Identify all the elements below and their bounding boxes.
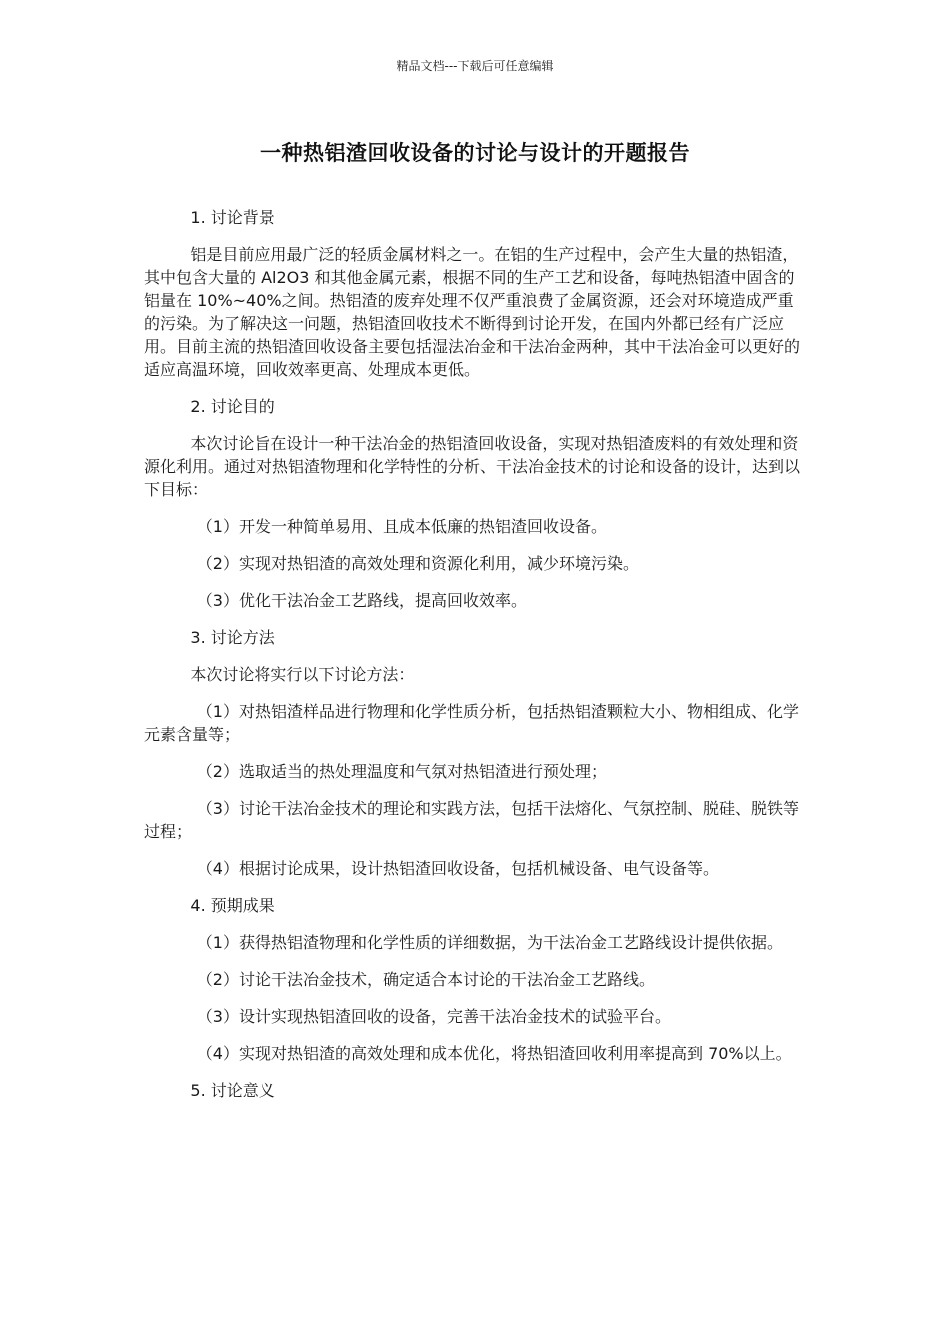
section-heading-purpose: 2. 讨论目的 — [190, 397, 275, 416]
section-heading-results: 4. 预期成果 — [190, 896, 275, 915]
list-item-purpose-2: （2）实现对热铝渣的高效处理和资源化利用，减少环境污染。 — [196, 554, 639, 573]
list-item-results-2: （2）讨论干法冶金技术，确定适合本讨论的干法冶金工艺路线。 — [196, 970, 655, 989]
paragraph-method: 本次讨论将实行以下讨论方法： — [190, 665, 415, 684]
section-heading-method: 3. 讨论方法 — [190, 628, 275, 647]
list-item-method-4: （4）根据讨论成果，设计热铝渣回收设备，包括机械设备、电气设备等。 — [196, 859, 719, 878]
list-item-results-1: （1）获得热铝渣物理和化学性质的详细数据，为干法冶金工艺路线设计提供依据。 — [196, 933, 783, 952]
list-item-results-4: （4）实现对热铝渣的高效处理和成本优化，将热铝渣回收利用率提高到 70%以上。 — [196, 1044, 792, 1063]
list-item-purpose-1: （1）开发一种简单易用、且成本低廉的热铝渣回收设备。 — [196, 517, 607, 536]
list-item-method-3: （3）讨论干法冶金技术的理论和实践方法，包括干法熔化、气氛控制、脱硅、脱铁等过程； — [144, 799, 799, 841]
list-item-method-2: （2）选取适当的热处理温度和气氛对热铝渣进行预处理； — [196, 762, 607, 781]
header-note: 精品文档---下载后可任意编辑 — [396, 59, 554, 73]
section-heading-significance: 5. 讨论意义 — [190, 1081, 275, 1100]
section-heading-background: 1. 讨论背景 — [190, 208, 275, 227]
list-item-results-3: （3）设计实现热铝渣回收的设备，完善干法冶金技术的试验平台。 — [196, 1007, 671, 1026]
list-item-method-1: （1）对热铝渣样品进行物理和化学性质分析，包括热铝渣颗粒大小、物相组成、化学元素含量等； — [144, 702, 799, 744]
paragraph-background: 铝是目前应用最广泛的轻质金属材料之一。在铝的生产过程中，会产生大量的热铝渣，其中包含大量的 Al2O3 和其他金属元素，根据不同的生产工艺和设备，每吨热铝渣中固含的铝量在 10%~40%之间。热铝渣的废弃处理不仅严重浪费了金属资源，还会对环境造成严重的污染。为了解决这一问题，热铝渣回收技术不断得到讨论开发，在国内外都已经有广泛应用。目前主流的热铝渣回收设备主要包括湿法冶金和干法冶金两种，其中干法冶金可以更好的适应高温环境，回收效率更高、处理成本更低。 — [144, 245, 801, 379]
list-item-purpose-3: （3）优化干法冶金工艺路线，提高回收效率。 — [196, 591, 527, 610]
document-title: 一种热铝渣回收设备的讨论与设计的开题报告 — [260, 141, 690, 165]
paragraph-purpose: 本次讨论旨在设计一种干法冶金的热铝渣回收设备，实现对热铝渣废料的有效处理和资源化利用。通过对热铝渣物理和化学特性的分析、干法冶金技术的讨论和设备的设计，达到以下目标： — [144, 434, 801, 499]
document-body — [144, 206, 808, 1116]
